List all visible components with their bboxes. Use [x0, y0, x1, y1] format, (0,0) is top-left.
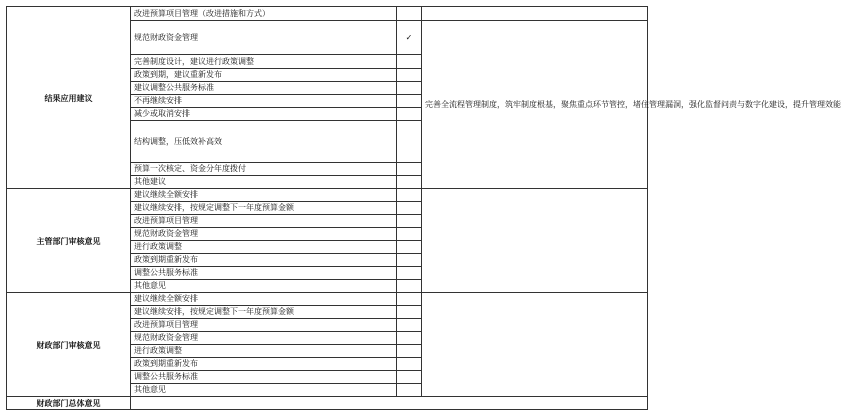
section-title-finance-review: 财政部门审核意见 [7, 293, 131, 397]
check-cell[interactable] [397, 332, 422, 345]
comment-cell[interactable] [422, 293, 648, 397]
item-label: 建议继续全额安排 [131, 293, 397, 306]
item-label: 调整公共服务标准 [131, 371, 397, 384]
check-cell[interactable] [397, 215, 422, 228]
check-cell[interactable] [397, 267, 422, 280]
item-label: 建议继续安排，按规定调整下一年度预算金额 [131, 202, 397, 215]
item-label: 改进预算项目管理 [131, 215, 397, 228]
item-label: 预算一次核定、资金分年度拨付 [131, 163, 397, 176]
item-label: 政策到期，建议重新发布 [131, 69, 397, 82]
section-title-finance-overall: 财政部门总体意见 [7, 397, 131, 410]
item-label: 建议继续安排，按规定调整下一年度预算金额 [131, 306, 397, 319]
item-label: 建议继续全额安排 [131, 189, 397, 202]
check-cell[interactable] [397, 176, 422, 189]
item-label: 调整公共服务标准 [131, 267, 397, 280]
item-label: 不再继续安排 [131, 95, 397, 108]
check-cell[interactable] [397, 95, 422, 108]
recommendation-comment[interactable]: 完善全流程管理制度，筑牢制度根基，聚焦重点环节管控，堵住管理漏洞，强化监督问责与数字化建设，提升管理效能 [422, 21, 648, 189]
table-row [7, 189, 648, 202]
section-title-dept-review: 主管部门审核意见 [7, 189, 131, 293]
check-cell[interactable] [397, 319, 422, 332]
item-label: 减少或取消安排 [131, 108, 397, 121]
check-cell[interactable] [397, 371, 422, 384]
check-cell[interactable] [397, 358, 422, 371]
item-label: 规范财政资金管理 [131, 332, 397, 345]
item-label: 进行政策调整 [131, 241, 397, 254]
table-row [7, 293, 648, 306]
checkmark-icon[interactable]: ✓ [397, 21, 422, 55]
check-cell[interactable] [397, 121, 422, 163]
item-label: 完善制度设计，建议进行政策调整 [131, 55, 397, 69]
item-label: 政策到期重新发布 [131, 358, 397, 371]
check-cell[interactable] [397, 345, 422, 358]
comment-cell[interactable] [422, 189, 648, 293]
table-row [7, 397, 648, 410]
item-label: 规范财政资金管理 [131, 21, 397, 55]
check-cell[interactable] [397, 7, 422, 21]
check-cell[interactable] [397, 254, 422, 267]
comment-cell[interactable] [422, 7, 648, 21]
check-cell[interactable] [397, 55, 422, 69]
section-title-results: 结果应用建议 [7, 7, 131, 189]
check-cell[interactable] [397, 69, 422, 82]
check-cell[interactable] [397, 306, 422, 319]
item-label: 规范财政资金管理 [131, 228, 397, 241]
item-label: 改进预算项目管理 [131, 319, 397, 332]
table-row [7, 7, 648, 21]
check-cell[interactable] [397, 202, 422, 215]
check-cell[interactable] [397, 163, 422, 176]
check-cell[interactable] [397, 293, 422, 306]
check-cell[interactable] [397, 189, 422, 202]
item-label: 其他意见 [131, 280, 397, 293]
overall-opinion-cell[interactable] [131, 397, 648, 410]
check-cell[interactable] [397, 384, 422, 397]
check-cell[interactable] [397, 280, 422, 293]
item-label: 其他建议 [131, 176, 397, 189]
check-cell[interactable] [397, 82, 422, 95]
evaluation-table [6, 6, 841, 410]
check-cell[interactable] [397, 228, 422, 241]
item-label: 结构调整，压低效补高效 [131, 121, 397, 163]
item-label: 政策到期重新发布 [131, 254, 397, 267]
item-label: 其他意见 [131, 384, 397, 397]
check-cell[interactable] [397, 241, 422, 254]
item-label: 建议调整公共服务标准 [131, 82, 397, 95]
check-cell[interactable] [397, 108, 422, 121]
item-label: 改进预算项目管理（改进措施和方式） [131, 7, 397, 21]
item-label: 进行政策调整 [131, 345, 397, 358]
